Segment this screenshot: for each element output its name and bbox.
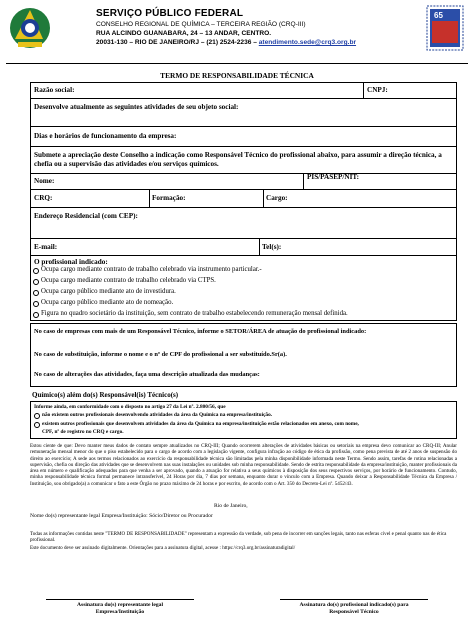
col-divider <box>259 238 260 255</box>
row-divider <box>31 189 456 190</box>
pis-label: PIS/PASEP/NIT: <box>307 173 360 181</box>
row-divider <box>31 98 456 99</box>
option-radio[interactable] <box>33 279 39 285</box>
ciente-paragraph: Estou ciente de que: Devo manter meus dados de contato sempre atualizados no CRQ-III; Quando ocorrerem alterações de atividades básicas ou setoriais na empresa devo comunicar ao CRQ-III; Anular remuneração mensal menor do que o piso estabelecido para o cargo de acordo com a legislação vigente, configura infração ao código de ética da profissão, como pena prevista de até 2 anos de suspensão do direito ao exercício; A sede aos termos relacionados ao exercício da responsabilidade técnica são limitadas pela minha disponibilidade informada neste Termo. Sendo assim, tarefas de rotina relacionadas a supervisão, chefia ou direção das atividades que se desenvolvem nas suas instalações ou unidades sob minha responsabilidade. Sendo de estrita responsabilidade da empresa/instituição, manter profissionais da área em número e qualificação adequados para que venha a ser aprovado, quando a atuação for relativa a seus químicos à disposição dos seus respectivos serviços, por horário de funcionamento. Contudo, minha responsabilidade técnica formal permanece intransferível, 24 Horas por dia, 7 dias por semana, enquanto durar o vínculo com a Empresa. Quando deixar a Responsabilidade Técnica da Empresa / Instituição, sou obrigado(a) a comunicar o fato a este Órgão no prazo máximo de 24 horas e por escrito, de acordo com o Art. 350 do Decreto-Lei nº. 5452/43. <box>30 443 457 487</box>
atividades-label: Desenvolve atualmente as seguintes atividades de seu objeto social: <box>34 103 239 111</box>
nome-representante: Nome do(s) representante legal Empresa/Instituição: Sócio/Diretor ou Procurador <box>30 513 213 519</box>
indicado-label: O profissional indicado: <box>34 258 108 266</box>
cargo-label: Cargo: <box>266 194 288 202</box>
quimicos-radio-exist[interactable] <box>34 422 40 428</box>
signature-label-profissional <box>269 602 439 615</box>
tel-label: Tel(s): <box>262 243 282 251</box>
submete-text: Submete a apreciação deste Conselho a indicação como Responsável Técnico do profissional abaixo, para assumir a direção técnica, a chefia ou a supervisão das atividades e/ou serviços químicos. <box>34 151 442 169</box>
declaracao-verdade: Todas as informações contidas neste "TERMO DE RESPONSABILIDADE" representam a expressão da verdade, sob pena de incorrer em sanções legais, tanto nas esferas cível e penal quanto nas de ética profissional. <box>30 531 447 544</box>
local-data: Rio de Janeiro, <box>214 503 248 509</box>
crq-label: CRQ: <box>34 194 53 202</box>
header-email-link[interactable]: atendimento.sede@crq3.org.br <box>258 39 357 46</box>
header-contact <box>96 39 356 46</box>
substituicao-text: No caso de substituição, informe o nome e o nº de CPF do profissional a ser substituído.Sr(a). <box>34 351 287 358</box>
row-divider <box>31 238 456 239</box>
header-title: SERVIÇO PÚBLICO FEDERAL <box>96 8 244 19</box>
row-divider <box>31 126 456 127</box>
quimicos-option-none: não existem outros profissionais desenvolvendo atividades da área da Química na empresa/instituição. <box>42 412 273 418</box>
quimicos-declaracao: Informe ainda, em conformidade com o disposto no artigo 27 da Lei nº. 2.800/56, que <box>34 404 226 410</box>
signature-label-representante <box>35 602 205 615</box>
document-title: TERMO DE RESPONSABILIDADE TÉCNICA <box>160 71 314 80</box>
assinatura-digital-note: Este documento deve ser assinado digitalmente. Orientações para a assinatura digital, acesse : https://crq3.org.br/assinaturadigital/ <box>30 545 296 551</box>
option-instrumento-particular: Ocupa cargo mediante contrato de trabalho celebrado via instrumento particular.- <box>41 266 262 273</box>
col-divider <box>149 189 150 207</box>
setor-area-text: No caso de empresas com mais de um Responsável Técnico, informe o SETOR/ÁREA de atuação do profissional indicado: <box>34 328 367 335</box>
header-zip-phone: 20031-130 – RIO DE JANEIRO/RJ – (21) 2524-2236 – <box>96 39 257 46</box>
extra-info-box <box>30 323 457 387</box>
row-divider <box>31 207 456 208</box>
col-divider <box>263 189 264 207</box>
horarios-label: Dias e horários de funcionamento da empresa: <box>34 132 177 140</box>
option-ctps: Ocupa cargo mediante contrato de trabalho celebrado via CTPS. <box>41 277 216 284</box>
endereco-label: Endereço Residencial (com CEP): <box>34 212 138 220</box>
form-table <box>30 82 457 321</box>
brazil-coat-of-arms-icon <box>8 6 52 50</box>
option-radio[interactable] <box>33 312 39 318</box>
col-divider <box>363 83 364 98</box>
row-divider <box>31 146 456 147</box>
formacao-label: Formação: <box>152 194 186 202</box>
col-divider <box>303 173 304 189</box>
razao-social-label: Razão social: <box>34 86 75 94</box>
letterhead <box>0 0 474 62</box>
header-divider <box>6 63 468 64</box>
option-radio[interactable] <box>33 301 39 307</box>
signature-line-representante[interactable] <box>46 599 194 600</box>
signature-right-line1: Assinatura do(s) profissional indicado(s) para <box>299 602 409 608</box>
nome-label: Nome: <box>34 177 55 185</box>
option-investidura: Ocupa cargo público mediante ato de investidura. <box>41 288 176 295</box>
quimicos-option-exist-cont: CPF, nº de registro no CRQ e cargo. <box>42 429 124 435</box>
alteracoes-text: No caso de alterações das atividades, faça uma descrição atualizada das mudanças: <box>34 371 260 378</box>
option-nomeacao: Ocupa cargo público mediante ato de nomeação. <box>41 299 174 306</box>
option-radio[interactable] <box>33 290 39 296</box>
signature-line-profissional[interactable] <box>280 599 428 600</box>
header-address: RUA ALCINDO GUANABARA, 24 – 13 ANDAR, CENTRO. <box>96 30 272 37</box>
option-radio[interactable] <box>33 268 39 274</box>
row-divider <box>31 173 456 174</box>
postage-stamp-icon <box>426 5 464 51</box>
email-label: E-mail: <box>34 243 58 251</box>
signature-left-line2: Empresa/Instituição <box>95 608 145 615</box>
signature-left-line1: Assinatura do(s) representante legal <box>76 602 164 608</box>
quimicos-title: Químico(s) além do(s) Responsável(is) Técnico(s) <box>32 391 179 399</box>
quimicos-radio-none[interactable] <box>34 413 40 419</box>
signature-right-line2: Responsável Técnico <box>329 608 379 615</box>
header-council: CONSELHO REGIONAL DE QUÍMICA – TERCEIRA REGIÃO (CRQ-III) <box>96 21 306 28</box>
quimicos-box <box>30 401 457 439</box>
row-divider <box>31 255 456 256</box>
cnpj-label: CNPJ: <box>367 86 388 94</box>
option-quadro-societario: Figura no quadro societário da instituição, sem contrato de trabalho estabelecendo remuneração mensal definida. <box>41 310 348 317</box>
quimicos-option-exist: existem outros profissionais que desenvolvem atividades da área da Química na empresa/instituição estão relacionados em anexo, com nome, <box>42 421 359 427</box>
stamp-text: 65 <box>434 11 443 20</box>
